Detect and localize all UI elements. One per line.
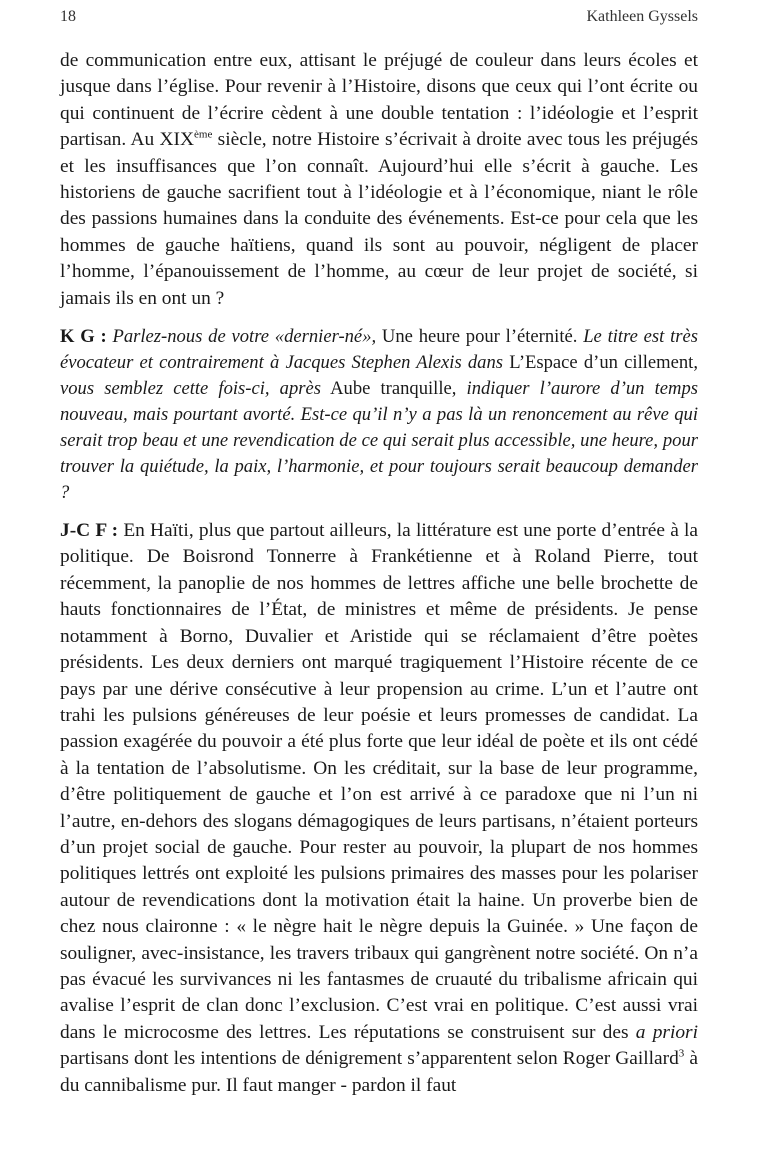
book-title-3: Aube tranquille,	[321, 378, 457, 400]
answer-text-3: à du cannibalisme pur. Il faut manger - pardon il faut	[60, 1048, 698, 1096]
question-italic-3: vous semblez cette fois-ci, après	[60, 378, 321, 400]
interview-question	[60, 324, 698, 506]
body-text	[60, 48, 698, 1111]
running-head	[60, 8, 698, 26]
question-italic-2: Le titre est très évocateur et contrairement à Jacques Stephen Alexis dans	[60, 326, 698, 374]
century-superscript: ème	[194, 128, 213, 141]
question-italic-1: Parlez-nous de votre «dernier-né»,	[106, 326, 377, 348]
question-speaker: K G :	[60, 326, 107, 348]
answer-italic: a priori	[635, 1021, 698, 1043]
answer-text-1: En Haïti, plus que partout ailleurs, la littérature est une porte d’entrée à la politique. De Boisrond Tonnerre à Frankétienne et à Roland Pierre, tout récemment, la panoplie de nos hommes de lettres affiche une belle brochette de hauts fonctionnaires de l’État, de ministres et même de présidents. Je pense notamment à Borno, Duvalier et Aristide qui se réclamaient d’être poètes présidents. Les deux derniers ont marqué tragiquement l’Histoire récente de ce pays par une dérive consécutive à leur propension au crime. L’un et l’autre ont trahi les pulsions généreuses de leur poésie et leurs promesses de candidat. La passion exagérée du pouvoir a été plus forte que leur idéal de poète et ils ont cédé à la tentation de l’absolutisme. On les créditait, sur la base de leur programme, d’être politiquement de gauche et l’on est arrivé à ce paradoxe que ni l’un ni l’autre, en-dehors des slogans démagogiques de leurs partisans, n’étaient porteurs d’un projet social de gauche. Pour rester au pouvoir, la plupart de nos hommes politiques lettrés ont exploité les pulsions primaires des masses pour les polariser autour de revendications dont la motivation était la haine. Un proverbe bien de chez nous claironne : « le nègre hait le nègre depuis la Guinée. » Une façon de souligner, avec-insistance, les travers tribaux qui gangrènent notre société. On n’a pas évacué les survivances ni les fantasmes de cruauté du tribalisme africain qui avalise l’esprit de clan donc l’exclusion. C’est vrai en politique. C’est aussi vrai dans le microcosme des lettres. Les réputations se construisent sur des	[60, 520, 698, 1043]
running-head-author: Kathleen Gyssels	[586, 8, 698, 25]
paragraph-intro-text-1: de communication entre eux, attisant le préjugé de couleur dans leurs écoles et jusque dans l’église. Pour revenir à l’Histoire, disons que ceux qui l’ont écrite ou qui continuent de l’écrire cèdent à une double tentation : l’idéologie et l’esprit partisan. Au XIX	[60, 50, 698, 151]
paragraph-intro	[60, 48, 698, 312]
answer-speaker: J-C F :	[60, 520, 119, 542]
book-title-1: Une heure pour l’éternité.	[376, 326, 578, 348]
page-number: 18	[60, 8, 76, 25]
book-title-2: L’Espace d’un cillement,	[503, 352, 698, 374]
interview-answer	[60, 518, 698, 1099]
question-italic-4: indiquer l’aurore d’un temps nouveau, mais pourtant avorté. Est-ce qu’il n’y a pas là un renoncement au rêve qui serait trop beau et une revendication de ce qui serait plus accessible, une heure, pour trouver la quiétude, la paix, l’harmonie, et pour toujours serait beaucoup demander ?	[60, 378, 698, 504]
paragraph-intro-text-2: siècle, notre Histoire s’écrivait à droite avec tous les préjugés et les insuffisances que l’on connaît. Aujourd’hui elle s’écrit à gauche. Les historiens de gauche sacrifient tout à l’idéologie et à l’économique, niant le rôle des passions humaines dans la conduite des événements. Est-ce pour cela que les hommes de gauche haïtiens, quand ils sont au pouvoir, négligent de placer l’homme, l’épanouissement de l’homme, au cœur de leur projet de société, si jamais ils en ont un ?	[60, 129, 698, 309]
footnote-reference: 3	[678, 1047, 685, 1060]
answer-text-2: partisans dont les intentions de dénigrement s’apparentent selon Roger Gaillard	[60, 1048, 679, 1070]
